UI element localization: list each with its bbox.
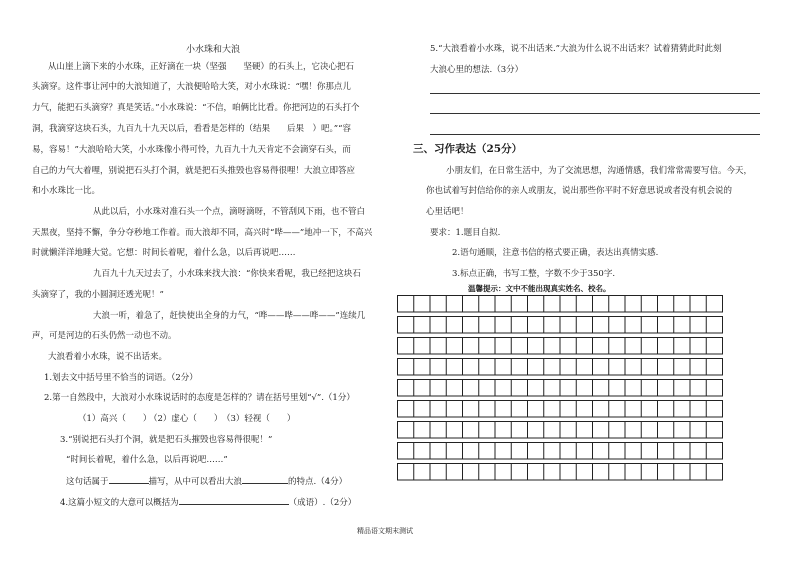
story-p4-line: 声，可是河边的石头仍然一动也不动。 <box>32 331 177 341</box>
writing-intro-line: 你也试着写封信给你的亲人或朋友，说出那些你平时不好意思说或者没有机会说的 <box>426 186 733 196</box>
writing-intro-line: 心里话吧！ <box>426 207 469 217</box>
composition-grid[interactable] <box>397 295 723 487</box>
q2-option-1[interactable]: （1）高兴（ ） <box>78 414 152 424</box>
q3-blank-1[interactable] <box>109 474 149 484</box>
q2-option-2[interactable]: （2）虚心（ ） <box>149 414 223 424</box>
story-p1-line: 力气，能把石头滴穿？真是笑话。”小水珠说：“不信，咱俩比比看。你把河边的石头打个 <box>32 103 360 113</box>
footer-text: 精品语文期末测试 <box>357 527 413 535</box>
q5-answer-line-2[interactable] <box>430 113 760 114</box>
requirement-2: 2.语句通顺，注意书信的格式要正确，表达出真情实感. <box>452 248 659 258</box>
question-5-cont: 大浪心里的想法.（3分） <box>430 65 524 75</box>
requirement-3: 3.标点正确，书写工整，字数不少于350字. <box>452 269 616 279</box>
story-p2-line: 从此以后，小水珠对准石头一个点，滴呀滴呀，不管刮风下雨，也不管白 <box>93 207 366 217</box>
story-p1-line: 易，容易！”大浪哈哈大笑，小水珠像小得可怜，九百九十九天肯定不会滴穿石头，而 <box>32 145 351 155</box>
requirement-1: 要求：1.题目自拟. <box>430 228 501 238</box>
story-p1-line: 自己的力气大着哩，别说把石头打个洞，就是把石头推毁也容易得很哩！大浪立即答应 <box>32 166 356 176</box>
q3-answer-line: 这句话属于 描写，从中可以看出大浪 的特点.（4分） <box>66 474 347 487</box>
story-p3-line: 头滴穿了，我的小圆洞还透光呢！” <box>32 290 164 300</box>
question-2: 2.第一自然段中，大浪对小水珠说话时的态度是怎样的？请在括号里划“√”.（1分） <box>44 393 355 403</box>
writing-heading: 三、习作表达（25分） <box>413 143 523 155</box>
story-p4-line: 大浪一听，着急了，赶快使出全身的力气，“哗——哗——哗——”连续几 <box>93 311 366 321</box>
writing-intro-line: 小朋友们，在日常生活中，为了交流思想，沟通情感，我们常常需要写信。今天， <box>446 166 753 176</box>
story-p3-line: 九百九十九天过去了，小水珠来找大浪：“你快来看呢，我已经把这块石 <box>93 269 361 279</box>
q5-answer-line-3[interactable] <box>430 134 760 135</box>
q2-option-3[interactable]: （3）轻视（ ） <box>222 414 296 424</box>
question-3: 3.“别说把石头打个洞，就是把石头摧毁也容易得很呢！” <box>60 435 273 445</box>
story-p1-line: 从山崖上滴下来的小水珠，正好滴在一块（坚强 坚硬）的石头上，它决心把石 <box>48 62 355 72</box>
story-p2-line: 时就懒洋洋地睡大觉。它想：时间长着呢，着什么急，以后再说吧…… <box>32 248 296 258</box>
q5-answer-line-1[interactable] <box>430 93 760 94</box>
question-5: 5.“大浪看着小水珠，说不出话来.”大浪为什么说不出话来？试着猜猜此时此刻 <box>430 44 722 54</box>
story-p1-line: 和小水珠比一比。 <box>32 186 101 196</box>
story-p1-line: 头滴穿。这件事让河中的大浪知道了，大浪便哈哈大笑，对小水珠说：“嘿！你那点儿 <box>32 82 351 92</box>
warm-tip: 温馨提示：文中不能出现真实姓名、校名。 <box>468 284 611 293</box>
story-p1-line: 洞，我滴穿这块石头，九百九十九天以后，看看是怎样的（结果 后果 ）吧。”“容 <box>32 124 351 134</box>
question-4: 4.这篇小短文的大意可以概括为 （成语）.（2分） <box>60 495 356 508</box>
q3-quote: “时间长着呢，着什么急，以后再说吧……” <box>66 455 228 465</box>
story-title: 小水珠和大浪 <box>186 45 241 55</box>
question-1: 1.划去文中括号里不恰当的词语。（2分） <box>44 373 198 383</box>
story-p5: 大浪看着小水珠，说不出话来。 <box>48 352 168 362</box>
q3-blank-2[interactable] <box>242 474 288 484</box>
q4-blank[interactable] <box>179 495 289 505</box>
story-p2-line: 天黑夜，坚持不懈，争分夺秒地工作着。而大浪却不同，高兴时“哗——”地冲一下，不高兴 <box>32 228 373 238</box>
